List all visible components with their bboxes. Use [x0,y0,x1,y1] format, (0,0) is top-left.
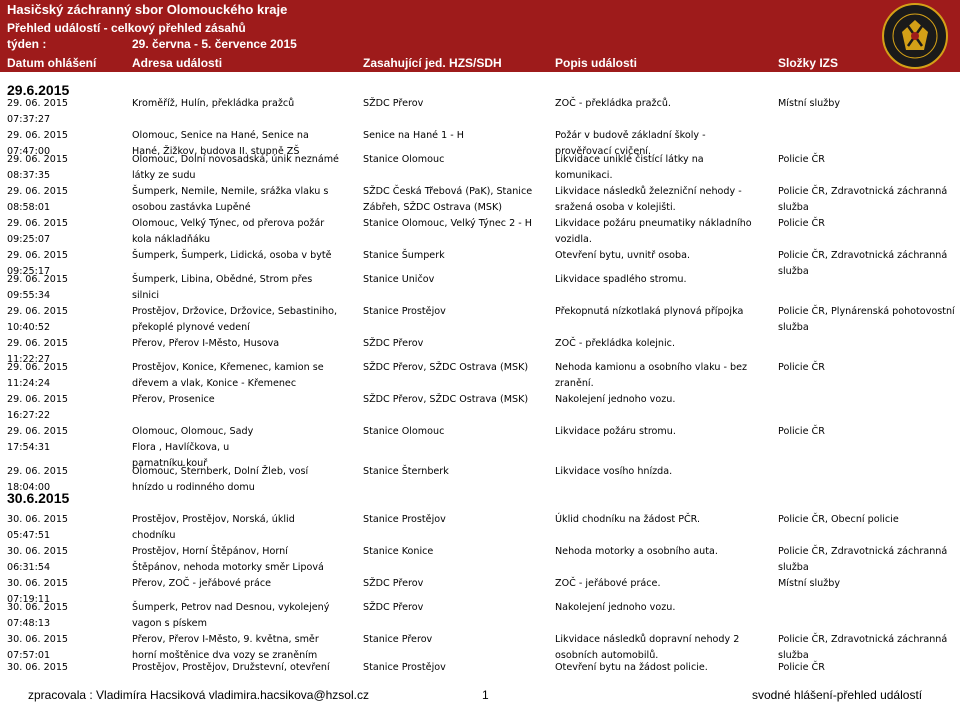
event-units: SŽDC Přerov, SŽDC Ostrava (MSK) [363,362,529,373]
event-time: 07:57:01 [7,650,51,661]
report-title: Přehled událostí - celkový přehled zásahů [7,21,246,35]
event-address: Kroměříž, Hulín, překládka pražců [132,98,295,109]
event-units: Zábřeh, SŽDC Ostrava (MSK) [363,202,503,213]
event-units: Stanice Uničov [363,274,435,285]
event-address: silnici [132,290,160,301]
event-date: 29. 06. 2015 [7,186,69,197]
column-header-date: Datum ohlášení [7,56,97,70]
footer-author: zpracovala : Vladimíra Hacsiková vladimira.hacsikova@hzsol.cz [28,688,369,702]
event-date: 29. 06. 2015 [7,218,69,229]
event-date: 30. 06. 2015 [7,634,69,645]
event-address: Prostějov, Držovice, Držovice, Sebastiniho, [132,306,338,317]
event-date: 30. 06. 2015 [7,514,69,525]
period-label: týden : [7,37,47,51]
event-description: Likvidace požáru pneumatiky nákladního [555,218,752,229]
fire-rescue-emblem-icon [880,2,950,70]
event-date: 29. 06. 2015 [7,250,69,261]
event-units: Stanice Prostějov [363,306,446,317]
event-date: 29. 06. 2015 [7,98,69,109]
event-time: 06:31:54 [7,562,51,573]
event-time: 08:58:01 [7,202,51,213]
event-address: Šumperk, Nemile, Nemile, srážka vlaku s [132,186,329,197]
event-izs: Policie ČR, Zdravotnická záchranná [778,186,948,197]
event-address: Olomouc, Olomouc, Sady [132,426,254,437]
event-date: 29. 06. 2015 [7,154,69,165]
event-description: Likvidace spadlého stromu. [555,274,687,285]
column-header-izs: Složky IZS [778,56,839,70]
event-description: Požár v budově základní školy - [555,130,706,141]
event-izs: služba [778,266,809,277]
event-date: 30. 06. 2015 [7,602,69,613]
event-address: Šumperk, Libina, Obědné, Strom přes [132,274,313,285]
report-header [0,0,960,72]
event-time: 11:24:24 [7,378,51,389]
event-units: SŽDC Přerov [363,602,424,613]
event-address: Štěpánov, nehoda motorky směr Lipová [132,562,324,573]
event-description: Likvidace vosího hnízda. [555,466,673,477]
column-header-units: Zasahující jed. HZS/SDH [363,56,502,70]
event-date: 29. 06. 2015 [7,394,69,405]
event-address: horní moštěnice dva vozy se zraněním [132,650,318,661]
event-izs: služba [778,322,809,333]
footer-page-number: 1 [482,688,489,702]
event-address: vagon s pískem [132,618,207,629]
event-description: vozidla. [555,234,592,245]
event-description: Likvidace požáru stromu. [555,426,676,437]
event-date: 29. 06. 2015 [7,274,69,285]
event-units: Stanice Prostějov [363,662,446,673]
event-address: Olomouc, Šternberk, Dolní Žleb, vosí [132,466,309,477]
column-header-description: Popis události [555,56,638,70]
event-units: Senice na Hané 1 - H [363,130,464,141]
event-date: 29. 06. 2015 [7,130,69,141]
event-description: osobních automobilů. [555,650,659,661]
event-address: osobou zastávka Lupěné [132,202,251,213]
event-address: Flora , Havlíčkova, u [132,442,230,453]
event-izs: služba [778,562,809,573]
event-address: Hané, Žižkov, budova II. stupně ZŠ [132,146,300,157]
event-description: Likvidace následků železniční nehody - [555,186,742,197]
event-units: Stanice Olomouc, Velký Týnec 2 - H [363,218,533,229]
footer-report-name: svodné hlášení-přehled událostí [752,688,923,702]
event-time: 10:40:52 [7,322,51,333]
event-time: 09:25:17 [7,266,51,277]
event-description: Likvidace následků dopravní nehody 2 [555,634,740,645]
event-address: Prostějov, Prostějov, Norská, úklid [132,514,295,525]
event-address: Přerov, Prosenice [132,394,215,405]
event-time: 07:19:11 [7,594,51,605]
event-address: Prostějov, Prostějov, Družstevní, otevření [132,662,330,673]
event-izs: Policie ČR, Obecní policie [778,514,899,525]
event-units: Stanice Prostějov [363,514,446,525]
event-description: ZOČ - překládka pražců. [555,98,671,109]
event-units: Stanice Olomouc [363,426,445,437]
event-izs: Policie ČR [778,154,825,165]
event-address: Olomouc, Velký Týnec, od přerova požár [132,218,325,229]
event-time: 11:22:27 [7,354,51,365]
event-address: Olomouc, Dolní novosadská, únik neznámé [132,154,339,165]
event-address: Přerov, Přerov I-Město, Husova [132,338,280,349]
event-izs: Policie ČR [778,662,825,673]
event-izs: Policie ČR [778,426,825,437]
event-description: Nehoda kamionu a osobního vlaku - bez [555,362,748,373]
event-izs: služba [778,650,809,661]
event-address: kola nákladňáku [132,234,211,245]
event-date: 29. 06. 2015 [7,362,69,373]
event-izs: Policie ČR, Plynárenská pohotovostní [778,306,955,317]
event-time: 07:47:00 [7,146,51,157]
event-address: Prostějov, Horní Štěpánov, Horní [132,546,288,557]
event-units: Stanice Šumperk [363,250,445,261]
event-time: 17:54:31 [7,442,51,453]
event-date: 29. 06. 2015 [7,338,69,349]
event-izs: Policie ČR, Zdravotnická záchranná [778,546,948,557]
event-date: 30. 06. 2015 [7,578,69,589]
event-units: Stanice Šternberk [363,466,449,477]
event-units: SŽDC Přerov [363,98,424,109]
event-time: 05:47:51 [7,530,51,541]
event-izs: Policie ČR [778,218,825,229]
event-description: Úklid chodníku na žádost PČR. [555,514,701,525]
event-units: SŽDC Přerov [363,578,424,589]
event-date: 29. 06. 2015 [7,306,69,317]
event-address: Prostějov, Konice, Křemenec, kamion se [132,362,324,373]
event-time: 08:37:35 [7,170,51,181]
event-units: Stanice Konice [363,546,434,557]
event-description: ZOČ - jeřábové práce. [555,578,661,589]
event-date: 29. 06. 2015 [7,426,69,437]
event-date: 30. 06. 2015 [7,546,69,557]
event-units: SŽDC Přerov [363,338,424,349]
event-izs: Policie ČR [778,362,825,373]
event-description: prověřovací cvičení. [555,146,652,157]
event-date: 29. 06. 2015 [7,466,69,477]
event-units: SŽDC Přerov, SŽDC Ostrava (MSK) [363,394,529,405]
event-izs: Policie ČR, Zdravotnická záchranná [778,634,948,645]
event-description: komunikaci. [555,170,613,181]
event-description: ZOČ - překládka kolejnic. [555,338,676,349]
event-time: 07:48:13 [7,618,51,629]
event-time: 09:25:07 [7,234,51,245]
event-address: Šumperk, Šumperk, Lidická, osoba v bytě [132,250,332,261]
event-address: látky ze sudu [132,170,196,181]
event-address: Přerov, ZOČ - jeřábové práce [132,578,272,589]
event-time: 18:04:00 [7,482,51,493]
event-time: 09:55:34 [7,290,51,301]
event-address: Šumperk, Petrov nad Desnou, vykolejený [132,602,330,613]
event-description: zranění. [555,378,594,389]
event-description: Překopnutá nízkotlaká plynová přípojka [555,306,744,317]
event-description: sražená osoba v kolejišti. [555,202,676,213]
event-description: Nehoda motorky a osobního auta. [555,546,718,557]
event-izs: Policie ČR, Zdravotnická záchranná [778,250,948,261]
organization-name: Hasičský záchranný sbor Olomouckého kraje [7,2,288,17]
event-address: dřevem a vlak, Konice - Křemenec [132,378,297,389]
event-address: Přerov, Přerov I-Město, 9. května, směr [132,634,319,645]
event-description: Likvidace uniklé čistící látky na [555,154,704,165]
event-address: překoplé plynové vedení [132,322,250,333]
event-description: Nakolejení jednoho vozu. [555,602,676,613]
event-address: pamatníku kouř [132,458,208,469]
event-izs: služba [778,202,809,213]
event-address: chodníku [132,530,176,541]
day-heading: 30.6.2015 [7,490,70,506]
event-description: Otevření bytu na žádost policie. [555,662,708,673]
period-value: 29. června - 5. července 2015 [132,37,297,51]
event-units: Stanice Olomouc [363,154,445,165]
event-description: Otevření bytu, uvnitř osoba. [555,250,691,261]
event-units: SŽDC Česká Třebová (PaK), Stanice [363,186,533,197]
event-izs: Místní služby [778,578,841,589]
event-units: Stanice Přerov [363,634,433,645]
event-address: hnízdo u rodinného domu [132,482,255,493]
event-izs: Místní služby [778,98,841,109]
event-date: 30. 06. 2015 [7,662,69,673]
event-description: Nakolejení jednoho vozu. [555,394,676,405]
event-time: 07:37:27 [7,114,51,125]
event-address: Olomouc, Senice na Hané, Senice na [132,130,309,141]
column-header-address: Adresa události [132,56,223,70]
day-heading: 29.6.2015 [7,82,70,98]
event-time: 16:27:22 [7,410,51,421]
